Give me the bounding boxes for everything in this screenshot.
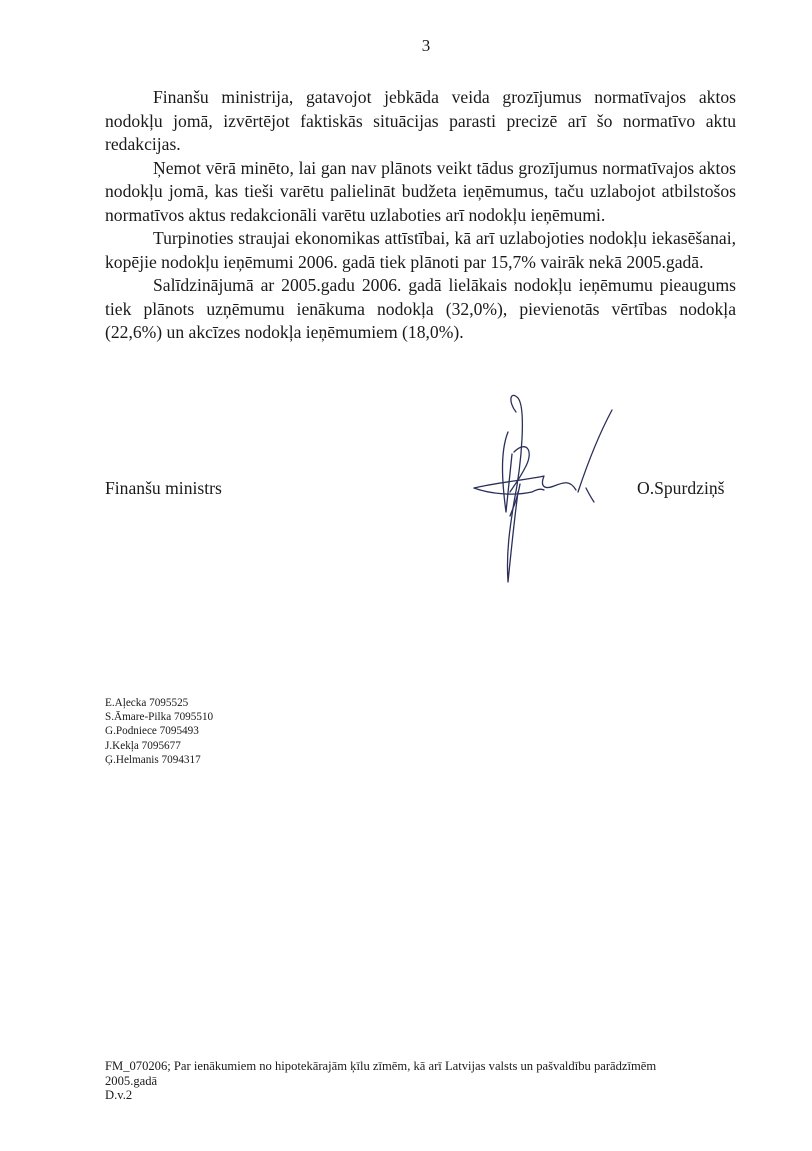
body-text (105, 86, 736, 345)
contact-line: G.Podniece 7095493 (105, 725, 199, 738)
contacts-list (105, 696, 213, 767)
paragraph-3: Turpinoties straujai ekonomikas attīstībai, kā arī uzlabojoties nodokļu iekasēšanai, kopējie nodokļu ieņēmumi 2006. gadā tiek plānoti par 15,7% vairāk nekā 2005.gadā. (105, 228, 736, 272)
footer-version: D.v.2 (105, 1088, 133, 1102)
paragraph-1: Finanšu ministrija, gatavojot jebkāda veida grozījumus normatīvajos aktos nodokļu jomā, izvērtējot faktiskās situācijas parasti precizē arī šo normatīvo aktu redakcijas. (105, 87, 736, 154)
contact-line: J.Kekļa 7095677 (105, 739, 181, 752)
contact-line: S.Āmare-Pilka 7095510 (105, 711, 214, 724)
contact-line: E.Aļecka 7095525 (105, 697, 189, 709)
signatory-name: O.Spurdziņš (637, 478, 725, 498)
signatory-title: Finanšu ministrs (105, 478, 222, 498)
handwritten-signature (470, 392, 620, 592)
document-footer (105, 1059, 725, 1103)
paragraph-4: Salīdzinājumā ar 2005.gadu 2006. gadā lielākais nodokļu ieņēmumu pieaugums tiek plānots uzņēmumu ienākuma nodokļa (32,0%), pievienotās vērtības nodokļa (22,6%) un akcīzes nodokļa ieņēmumiem (18,0%). (105, 275, 736, 342)
page-number: 3 (421, 36, 431, 55)
contact-line: Ģ.Helmanis 7094317 (105, 753, 201, 766)
footer-year: 2005.gadā (105, 1073, 158, 1088)
footer-file-reference: FM_070206; Par ienākumiem no hipotekārajām ķīlu zīmēm, kā arī Latvijas valsts un pašvaldību parādzīmēm (105, 1059, 657, 1073)
paragraph-2: Ņemot vērā minēto, lai gan nav plānots veikt tādus grozījumus normatīvajos aktos nodokļu jomā, kas tieši varētu palielināt budžeta ieņēmumus, taču uzlabojot atbilstošos normatīvos aktus redakcionāli varētu uzlaboties arī nodokļu ieņēmumi. (105, 157, 736, 225)
